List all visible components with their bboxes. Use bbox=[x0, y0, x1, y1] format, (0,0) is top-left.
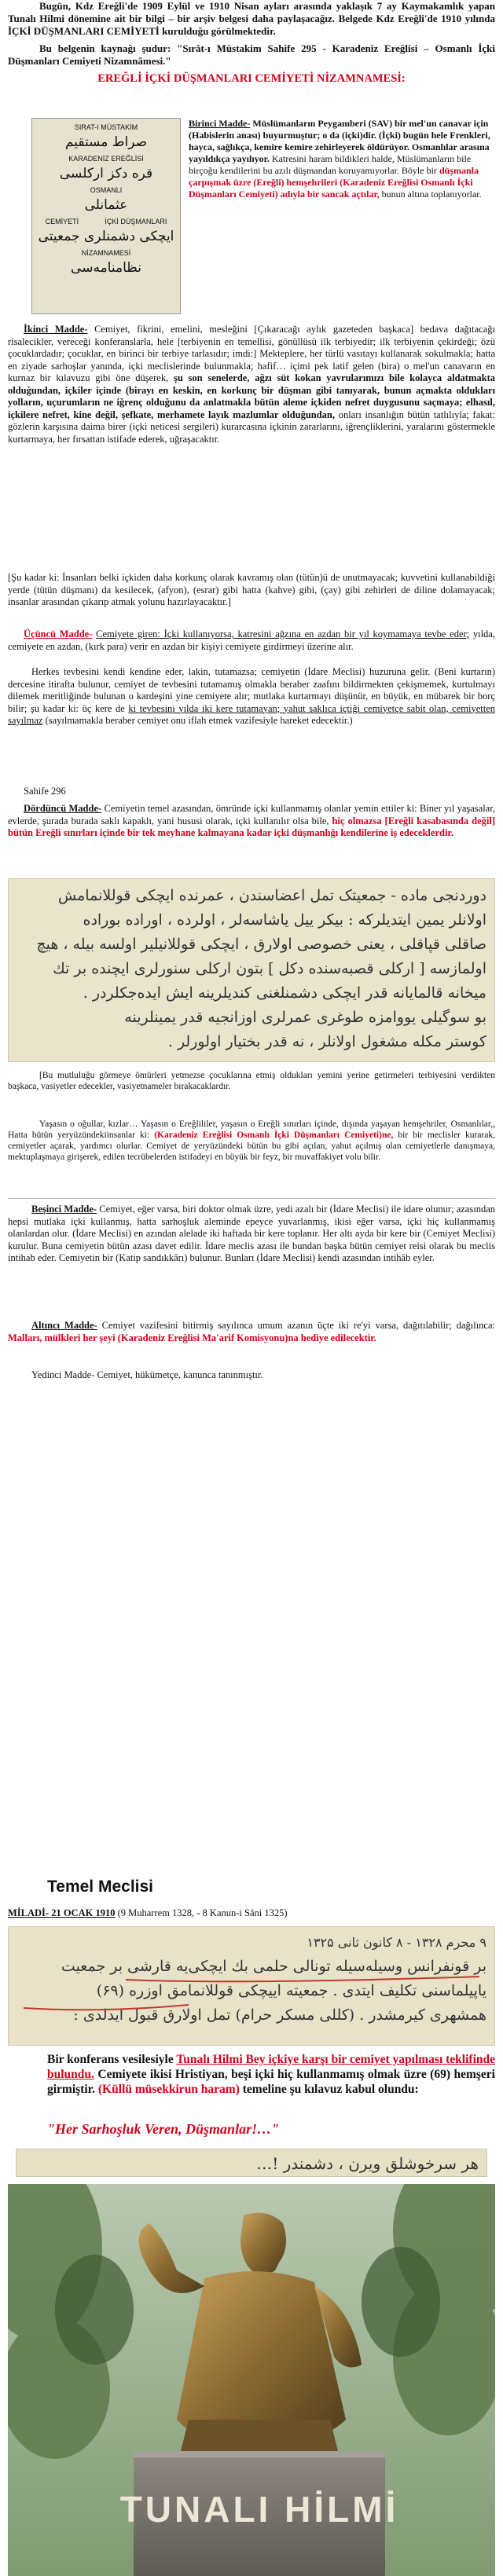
seal-top-label: SIRAT-I MÜSTAKİM bbox=[74, 123, 138, 131]
miladi-date-underlined: MİLADİ- 21 OCAK 1910 bbox=[8, 1907, 116, 1918]
article-1 bbox=[189, 118, 495, 200]
paragraph-yasasin-tail: bir bir meclisler kurarak, cemiyetler açarak, yardımcı olurlar. Cemiyet de yeryüzündeki bütün bu gibi açılan, yahut açılmış olan cemiyetlerle danışmaya, mektuplaşmaya girişerek, edilen tecrübelerden istifadeyi en büyük bir feyz, bir muvaffakiyet volu bilir. bbox=[8, 1130, 495, 1162]
article-3-label: Üçüncü Madde- bbox=[24, 628, 93, 639]
article-3-text: İçki kullanıyorsa, katresini ağzına en azdan bir yıl koymamaya tevbe eder; bbox=[160, 628, 470, 639]
article-6-text: Cemiyet vazifesini bitirmiş sayılınca umum azanın üçte iki re'yi varsa, dağıtılabilir; dağılınca: bbox=[97, 1320, 495, 1331]
seal-arabic-line: عثمانلی bbox=[84, 197, 128, 213]
article-4-highlight: hiç olmazsa [Ereğli kasabasında değil] bütün Ereğli sınırları içinde bir tek meyhane kalmayana kadar içki düşmanlığı kendilerine iş edeceklerdir. bbox=[8, 815, 495, 838]
article-2 bbox=[8, 324, 495, 445]
article-1-highlight: düşmanla çarpışmak üzre (Ereğli) hemşehrileri (Karadeniz Ereğlisi Osmanlı İçki Düşmanları Cemiyeti) adıyla bir sancak açtılar, bbox=[189, 165, 479, 200]
seal-line: İÇKİ DÜŞMANLARI bbox=[105, 218, 167, 225]
paragraph-konferans-highlight: Tunalı Hilmi Bey içkiye karşı bir cemiyet yapılması teklifinde bulundu. bbox=[47, 2053, 495, 2081]
seal-line: CEMİYETİ bbox=[45, 218, 79, 225]
seal-arabic-line: نظامنامه‌سی bbox=[71, 260, 141, 276]
article-1-bold: Müslümanların Peygamberi (SAV) bir mel'un canavar için (Habislerin anası) buyurmuştur; o da (içki)dir. (İçki) bugün hele Frenkleri, hayca, sağlıkça, kemire kemire zehirleyerek öldürüyor. Osmanlılar arasına yayıldıkça yayılıyor. bbox=[189, 118, 490, 164]
paragraph-yasasin-highlight: (Karadeniz Ereğlisi Osmanlı İçki Düşmanları Cemiyeti)ne, bbox=[154, 1130, 394, 1140]
paragraph-konferans-text2: Cemiyete ikisi Hristiyan, beşi içki hiç kullanmamış olmak üzre (69) hemşeri girmiştir. bbox=[47, 2068, 495, 2096]
paragraph-konferans-tail: temeline şu kılavuz kabul olundu: bbox=[239, 2083, 419, 2096]
scan-line: همشهری کیرمشدر . (کللی مسکر حرام) تمل اولارق قبول ایدلدی : bbox=[73, 2006, 486, 2024]
miladi-date bbox=[8, 1907, 288, 1919]
scan-line: کوستر مکله مشغول اولانلر ، نه قدر بختیار اولورلر . bbox=[167, 1033, 486, 1050]
article-5-text: Cemiyet, eğer varsa, biri doktor olmak üzre, yedi azalı bir (İdare Meclisi) ile idare olunur; azasından hepsi mutlaka içki kullanmış, hatta sarhoşluk aleminde epeyce yuvarlanmış, ikisi eğer varsa, içki hiç kullanmamış olanlardan olur. (İdare Meclisi) en azından alelade iki haftada bir kere toplanır. Her altı ayda bir kere bir (Cemiyet Meclisi) kurulur. Buna cemiyetin bütün azası davet edilir. İdare meclis azası ile bundan başka bütün cemiyet reisi olarak bu meclis intihab eder. Cemiyetin bir (Katip sandıkkârı) bulunur. Bunları (İdare Meclisi) kendi azasından intihâb eyler. bbox=[8, 1204, 495, 1263]
archive-scan-article-4 bbox=[8, 878, 495, 1062]
paragraph-yasasin bbox=[8, 1119, 495, 1163]
seal-arabic-line: قره دکز ارکلسی bbox=[59, 166, 153, 181]
article-3-underlined: Cemiyete giren: bbox=[96, 628, 160, 639]
scan-line: اولمازسه [ ارکلی قصبه‌سنده دکل ] بتون ارکلی سنورلری ایچنده بر تك bbox=[53, 960, 486, 977]
article-4-text: Cemiyetin temel azasından, ömründe içki kullanmamış olanlar yemin ettiler ki: Biner yıl yaşasalar, evlerde, şurada burada saklı kapaklı, yani hususi olarak, içki kullanılır olsa bile, bbox=[8, 803, 495, 826]
seal-line: NİZAMNAMESİ bbox=[81, 249, 131, 257]
article-4 bbox=[8, 803, 495, 840]
article-1-label: Birinci Madde- bbox=[189, 118, 251, 129]
article-5 bbox=[8, 1204, 495, 1265]
seal-line: KARADENİZ EREĞLİSİ bbox=[68, 155, 144, 163]
motto-quote: "Her Sarhoşluk Veren, Düşmanlar!…" bbox=[47, 2121, 280, 2137]
article-3 bbox=[8, 628, 495, 653]
seal-row bbox=[32, 213, 180, 225]
paragraph-herkes bbox=[8, 666, 495, 727]
scan-line: میخانه قالمایانه قدر ایچکی دشمنلغنی کندیلرینه ایش ایده‌جکلردر . bbox=[83, 984, 486, 1002]
article-2-tail: onları insanlığın bütün tatlılıyla; fakat: gözlerin karşısına daima birer (içki neticesi sergileri) kurarcasına içkinin zararlarını, iğrençliklerini, yaralarını göstermekle kurtarmaya, her fırsattan istifade ederek, uğraşacaktır. bbox=[8, 409, 495, 445]
scan-line: بر قونفرانس وسیله‌سیله تونالی حلمی بك ایچکی‌یه قارشی بر جمعیت bbox=[61, 1958, 486, 1975]
scan-line: اولانلر یمین ایتدیلرکه : بیکر ییل یاشاسه‌لر ، اولرده ، اوراده بوراده bbox=[83, 911, 486, 929]
seal-arabic-line: ايچکی دشمنلری جمعیتی bbox=[38, 229, 174, 244]
scan-line: ۹ محرم ۱۳۲۸ - ۸ کانون ثانی ۱۳۲۵ bbox=[307, 1935, 486, 1950]
scan-line: صاقلی قپاقلی ، یعنی خصوصی اولارق ، ایچکی قوللانیلیر اولسه بیله ، هیچ bbox=[36, 936, 486, 953]
paragraph-herkes-underlined: ki tevbesini yılda iki kere tutamayan; yahut saklıca içtiği cemiyetçe sabit olan, cemiyetten sayılmaz bbox=[8, 702, 496, 726]
paragraph-konferans bbox=[47, 2052, 495, 2097]
paragraph-mutluluk: [Bu mutluluğu görmeye ömürleri yetmezse çocuklarına etmiş oldukları yemini yerine getirmeleri terbiyesini verdikten başkaca, vasiyetler edecekler, vasiyetnameler bırakacaklardır. bbox=[8, 1071, 495, 1091]
statue-plinth-text: TUNALI HİLMİ bbox=[119, 2489, 399, 2530]
tunali-hilmi-statue-photo bbox=[8, 2184, 495, 2576]
intro-block bbox=[8, 0, 495, 85]
scan-line: بو سوگیلی یووامزه طوغری عمرلری اوزانجیه قدر یمینلرینه bbox=[124, 1009, 486, 1026]
scan-line: یاپیلماسنی تکلیف ایتدی . جمعیته اییچکی قوللانمامق اوزره (۶۹) bbox=[96, 1982, 486, 1999]
temel-meclisi-heading: Temel Meclisi bbox=[47, 1878, 154, 1896]
paragraph-herkes-text: Herkes tevbesini kendi kendine eder, lakin, tutamazsa; cemiyetin (İdare Meclisi) huzuruna gelir. (Beni kurtarın) dercesine itirafta bulunur, cemiyet de tevbesini tutamamış olmakla beraber zaafını bildirmekten çekişmemek, kurtulmayı dilemek meritliğinde bulunan o kardeşini yine cemiyete alır; mutlaka kurtarmayı düşünür, en büyük, en mübarek bir borç bilir; şu kadar ki: üç kere de bbox=[8, 666, 495, 714]
archive-scan-motto bbox=[16, 2149, 487, 2177]
article-7: Yedinci Madde- Cemiyet, hükümetçe, kanunca tanınmıştır. bbox=[31, 1369, 263, 1380]
paragraph-konferans-text: Bir konferans vesilesiyle bbox=[47, 2053, 177, 2066]
seal-arabic-line: صراط مستقيم bbox=[64, 134, 148, 150]
paragraph-konferans-highlight2: (Küllü müsekkirun haram) bbox=[97, 2083, 240, 2096]
miladi-date-tail: (9 Muharrem 1328, - 8 Kanun-i Sâni 1325) bbox=[115, 1907, 288, 1918]
paragraph-yasasin-text: Yaşasın o oğullar, kızlar… Yaşasın o Ereğlililer, yaşasın o Ereğli sınırları içinde, dışında yaşayan hemşehriler, Osmanlılar,, Hatta bütün yeryüzündekiinsanlar ki: bbox=[8, 1119, 495, 1140]
article-2-label: İkinci Madde- bbox=[24, 324, 88, 335]
seal-line: OSMANLI bbox=[90, 186, 123, 194]
source-paragraph: Bu belgenin kaynağı şudur: "Sırât-ı Müstakim Sahife 295 - Karadeniz Ereğlisi – Osmanlı İçki Düşmanları Cemiyeti Nizamnâmesi." bbox=[8, 42, 495, 67]
article-4-label: Dördüncü Madde- bbox=[24, 803, 102, 814]
intro-paragraph: Bugün, Kdz Ereğli'de 1909 Eylül ve 1910 Nisan ayları arasında yaklaşık 7 ay Kaymakamlık yapan Tunalı Hilmi dönemine ait bir bilgi – bir arşiv belgesi daha paylaşacağız. Belgede Kdz Ereğli'de 1910 yılında İÇKİ DÜŞMANLARI CEMİYETİ kurulduğu görülmektedir. bbox=[8, 0, 495, 37]
paragraph-su-kadar: [Şu kadar ki: İnsanları belki içkiden daha korkunç olarak kavramış olan (tütün)ü de unutmayacak; kuvvetini kullanabildiği yerde (tütün düşmanı) da kesilecek, (afyon), (esrar) gibi hatta (kahve) gibi, (çay) gibi zehirleri de diline dolamayacak; insanlar arasından çıkarıp atmak yolunu hazırlayacaktır.] bbox=[8, 572, 495, 607]
article-6-label: Altıncı Madde- bbox=[31, 1320, 97, 1331]
handwritten-underline-marks bbox=[8, 1926, 495, 2046]
article-6-highlight: Malları, mülkleri her şeyi (Karadeniz Ereğlisi Ma'arif Komisyonu)na hediye edilecektir. bbox=[8, 1332, 376, 1343]
section-title: EREĞLİ İÇKİ DÜŞMANLARI CEMİYETİ NİZAMNAMESİ: bbox=[97, 72, 406, 85]
divider bbox=[8, 1198, 495, 1199]
article-5-label: Beşinci Madde- bbox=[31, 1204, 97, 1215]
scan-line: دوردنجی ماده - جمعیتک تمل اعضاسندن ، عمرنده ایچکی قوللانمامش bbox=[57, 887, 486, 904]
article-3-tail: yılda, cemiyete en azdan, (kırk para) verir en azdan bir kişiyi cemiyete girdirmeyi üzerine alır. bbox=[8, 628, 495, 652]
page-number-label: Sahife 296 bbox=[24, 786, 66, 797]
article-2-text: Cemiyet, fikrini, emelini, mesleğini [Çıkaracağı aylık gazeteden başkaca] bedava dağıtacağı risalecikler, vereceği konferanslarla, hele [terbiyenin en temellisi, gönüllüsü ilk terbiyedir; ilk terbiyenin çekirdeği; özü çocuklardadır; çocuklar, en birinci bir terbiye tarlasıdır; imdi:] Mekteplere, her türlü vasıtayı kullanarak sokulmakla; hatta en ziyade sarhoşlar yanında, içki meclislerinde bulunmakla; hafif… içimi pek latif gelen (bira) o mel'un canavarın en kurnaz bir kılavuzu gibi öne düşerek, bbox=[8, 324, 495, 383]
article-1-text: Katresini haram bildikleri halde, Müslümanların bile birçoğu kendilerini bu azılı düşmandan koruyamıyorlar. Böyle bir bbox=[189, 153, 472, 176]
scan-line: هر سرخوشلق ویرن ، دشمندر !… bbox=[256, 2154, 479, 2173]
article-1-tail: bunun altına toplanıyorlar. bbox=[379, 189, 482, 200]
article-2-bold: şu son senelerde, ağzı süt kokan yavrularımızı bile kolayca aldatmakta olduğundan, içkiler içinde (birayı en keskin, en korkunç bir düşman gibi tanıyarak, bunun açmakta oldukları yolların, uçurumların ne iğrenç olduğunu da anlatmakla bütün aleme içkiden nefret duygusunu saçmaya; elhasıl, içkilere nefret, kine değil, şefkate, merhamete layık mazlumlar olduğundan, bbox=[8, 372, 496, 420]
article-6 bbox=[8, 1320, 495, 1344]
document-cover-image bbox=[31, 118, 181, 314]
paragraph-herkes-tail: (sayılmamakla beraber cemiyet onu iflah etmek vazifesiyle hareket edecektir.) bbox=[42, 715, 353, 726]
statue-illustration bbox=[8, 2184, 495, 2576]
